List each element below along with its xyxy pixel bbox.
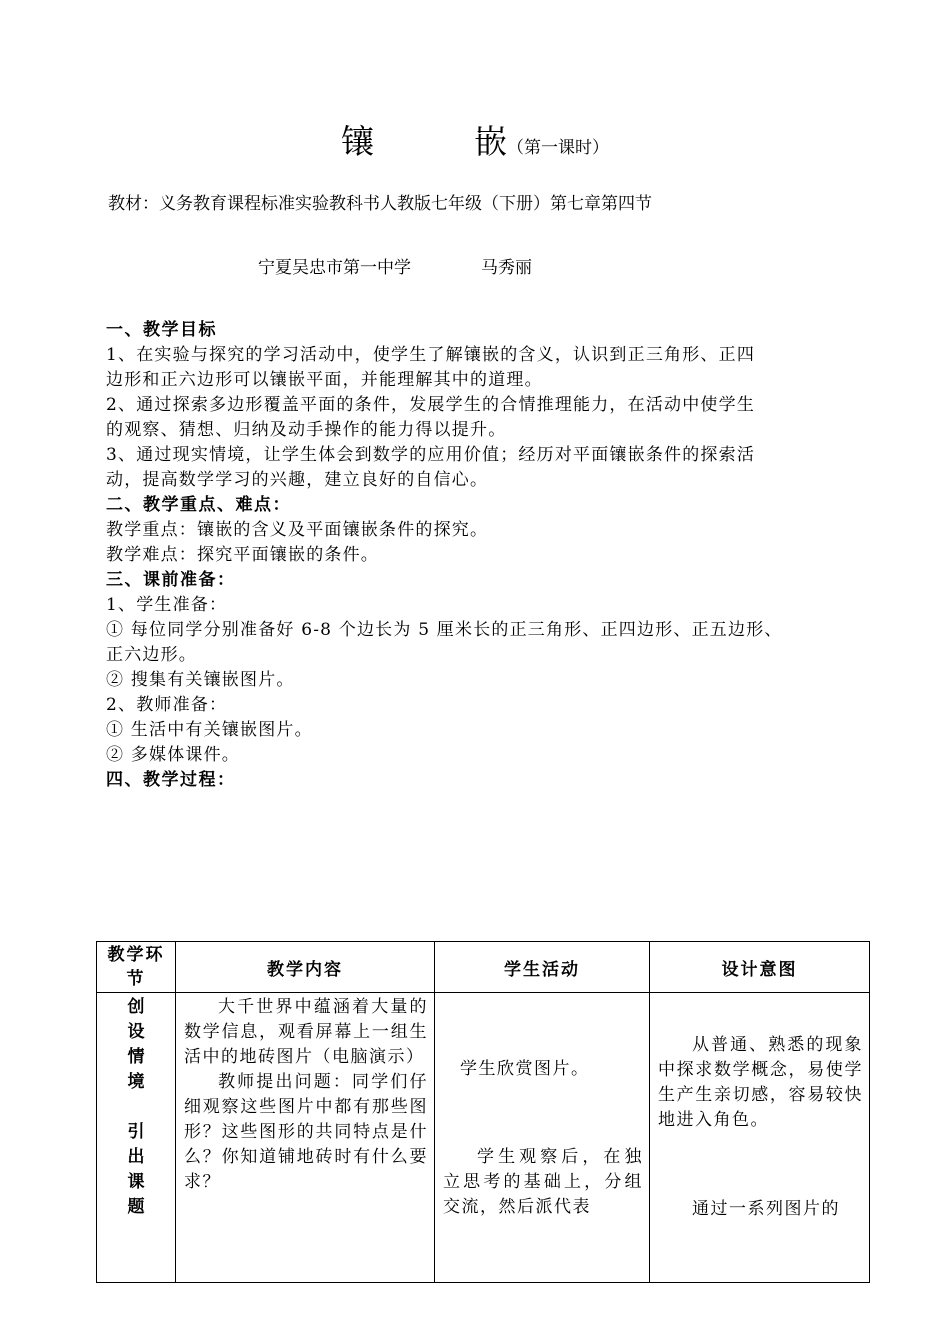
activity-cell [435, 993, 650, 1283]
stage-char: 创 [127, 997, 145, 1017]
objective-line: 的观察、猜想、归纳及动手操作的能力得以提升。 [106, 420, 507, 440]
table-header-row [97, 942, 870, 993]
content-paragraph: 大千世界中蕴涵着大量的数学信息，观看屏幕上一组生活中的地砖图片（电脑演示） [184, 997, 428, 1067]
header-intent: 设计意图 [650, 942, 870, 993]
preparation-line: ① 每位同学分别准备好 6-8 个边长为 5 厘米长的正三角形、正四边形、正五边形、 [106, 620, 783, 640]
objective-line: 动，提高数学学习的兴趣，建立良好的自信心。 [106, 470, 489, 490]
intent-cell [650, 993, 870, 1283]
stage-char: 题 [127, 1197, 145, 1217]
header-content: 教学内容 [176, 942, 435, 993]
section-heading-objectives: 一、教学目标 [106, 320, 217, 340]
stage-char: 设 [127, 1022, 145, 1042]
stage-cell [97, 993, 176, 1283]
stage-char [97, 1095, 175, 1120]
objective-line: 3、通过现实情境，让学生体会到数学的应用价值；经历对平面镶嵌条件的探索活 [106, 445, 756, 465]
author-school: 宁夏吴忠市第一中学 [258, 258, 411, 278]
section-heading-process: 四、教学过程： [106, 770, 236, 790]
stage-char: 出 [127, 1147, 145, 1167]
objective-line: 边形和正六边形可以镶嵌平面，并能理解其中的道理。 [106, 370, 543, 390]
title-subtitle: （第一课时） [507, 138, 609, 158]
author-name: 马秀丽 [481, 258, 532, 278]
content-cell [176, 993, 435, 1283]
lesson-table [96, 941, 870, 1283]
preparation-line: 1、学生准备： [106, 595, 228, 615]
material-line: 教材：义务教育课程标准实验教科书人教版七年级（下册）第七章第四节 [108, 194, 652, 214]
preparation-line: ② 搜集有关镶嵌图片。 [106, 670, 295, 690]
header-stage: 教学环节 [97, 942, 176, 993]
author-line [258, 256, 532, 280]
preparation-line: 正六边形。 [106, 645, 197, 665]
title-char-1: 镶 [341, 122, 374, 161]
key-point-line: 教学重点：镶嵌的含义及平面镶嵌条件的探究。 [106, 520, 489, 540]
preparation-line: 2、教师准备： [106, 695, 228, 715]
stage-char: 情 [127, 1047, 145, 1067]
objective-line: 1、在实验与探究的学习活动中，使学生了解镶嵌的含义，认识到正三角形、正四 [106, 345, 756, 365]
section-heading-preparation: 三、课前准备： [106, 570, 236, 590]
difficulty-line: 教学难点：探究平面镶嵌的条件。 [106, 545, 379, 565]
stage-char: 引 [127, 1122, 145, 1142]
page-title [0, 120, 950, 170]
preparation-line: ② 多媒体课件。 [106, 745, 241, 765]
header-activity: 学生活动 [435, 942, 650, 993]
stage-char: 课 [127, 1172, 145, 1192]
objective-line: 2、通过探索多边形覆盖平面的条件，发展学生的合情推理能力，在活动中使学生 [106, 395, 756, 415]
activity-paragraph: 学生观察后，在独立思考的基础上，分组交流，然后派代表 [443, 1147, 643, 1217]
stage-char: 境 [127, 1072, 145, 1092]
intent-paragraph: 从普通、熟悉的现象中探求数学概念，易使学生产生亲切感，容易较快地进入角色。 [658, 1035, 863, 1130]
preparation-line: ① 生活中有关镶嵌图片。 [106, 720, 313, 740]
content-paragraph: 教师提出问题：同学们仔细观察这些图片中都有那些图形？这些图形的共同特点是什么？你知道铺地砖时有什么要求？ [184, 1072, 428, 1192]
section-heading-key-points: 二、教学重点、难点： [106, 495, 291, 515]
intent-paragraph: 通过一系列图片的 [692, 1199, 840, 1219]
table-row [97, 993, 870, 1283]
document-body [106, 318, 876, 793]
title-char-2: 嵌 [474, 122, 507, 161]
activity-paragraph: 学生欣赏图片。 [460, 1059, 590, 1079]
